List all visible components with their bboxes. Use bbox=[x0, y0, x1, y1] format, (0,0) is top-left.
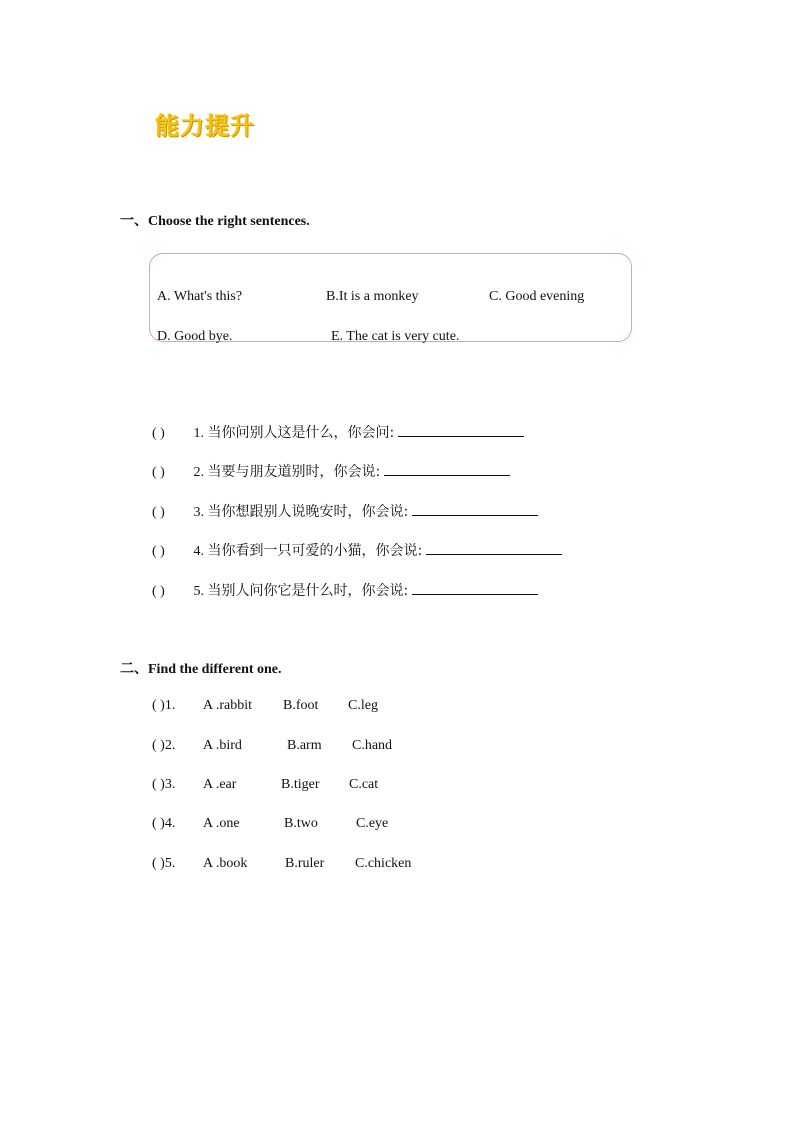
answer-blank[interactable] bbox=[426, 540, 562, 555]
question-number: 1. bbox=[193, 426, 204, 441]
choice-c: C.cat bbox=[349, 777, 379, 792]
answer-paren[interactable]: ( ) bbox=[152, 584, 165, 599]
choice-a: A .book bbox=[203, 856, 248, 871]
choice-c: C.leg bbox=[348, 698, 378, 713]
choice-c: C.chicken bbox=[355, 856, 412, 871]
answer-blank[interactable] bbox=[384, 461, 510, 476]
choice-a: A .rabbit bbox=[203, 698, 252, 713]
answer-paren[interactable]: ( )3. bbox=[152, 777, 176, 792]
question-row bbox=[152, 501, 538, 521]
option-c: C. Good evening bbox=[489, 289, 585, 304]
choice-b: B.ruler bbox=[285, 856, 325, 871]
question-text: 当别人问你它是什么时，你会说: bbox=[207, 583, 409, 599]
choice-c: C.hand bbox=[352, 738, 393, 753]
answer-paren[interactable]: ( ) bbox=[152, 426, 165, 441]
answer-blank[interactable] bbox=[412, 580, 538, 595]
option-e: E. The cat is very cute. bbox=[331, 329, 460, 344]
question-number: 2. bbox=[193, 465, 204, 480]
choice-b: B.foot bbox=[283, 698, 319, 713]
choice-a: A .ear bbox=[203, 777, 237, 792]
choice-b: B.arm bbox=[287, 738, 322, 753]
section1-number: 一、 bbox=[120, 213, 148, 229]
question-text: 当你问别人这是什么，你会问: bbox=[207, 425, 395, 441]
question-text: 当你看到一只可爱的小猫，你会说: bbox=[207, 543, 423, 559]
section1-heading bbox=[120, 210, 310, 230]
question-row bbox=[152, 422, 524, 442]
section2-heading bbox=[120, 658, 282, 678]
option-b: B.It is a monkey bbox=[326, 289, 419, 304]
question-row bbox=[152, 540, 562, 560]
section1-heading-text: Choose the right sentences. bbox=[148, 214, 310, 229]
answer-paren[interactable]: ( ) bbox=[152, 505, 165, 520]
answer-blank[interactable] bbox=[398, 422, 524, 437]
section2-heading-text: Find the different one. bbox=[148, 662, 282, 677]
answer-paren[interactable]: ( )5. bbox=[152, 856, 176, 871]
page-title: 能力提升 bbox=[155, 112, 255, 140]
choice-a: A .bird bbox=[203, 738, 242, 753]
section2-number: 二、 bbox=[120, 661, 148, 677]
choice-b: B.tiger bbox=[281, 777, 320, 792]
question-row bbox=[152, 580, 538, 600]
choice-b: B.two bbox=[284, 816, 318, 831]
answer-paren[interactable]: ( ) bbox=[152, 544, 165, 559]
choice-a: A .one bbox=[203, 816, 240, 831]
answer-paren[interactable]: ( )4. bbox=[152, 816, 176, 831]
question-text: 当你想跟别人说晚安时，你会说: bbox=[207, 504, 409, 520]
question-number: 3. bbox=[193, 505, 204, 520]
option-d: D. Good bye. bbox=[157, 329, 233, 344]
answer-blank[interactable] bbox=[412, 501, 538, 516]
option-a: A. What's this? bbox=[157, 289, 243, 304]
answer-paren[interactable]: ( ) bbox=[152, 465, 165, 480]
answer-paren[interactable]: ( )2. bbox=[152, 738, 176, 753]
answer-paren[interactable]: ( )1. bbox=[152, 698, 176, 713]
question-row bbox=[152, 461, 510, 481]
question-number: 4. bbox=[193, 544, 204, 559]
question-number: 5. bbox=[193, 584, 204, 599]
question-text: 当要与朋友道别时，你会说: bbox=[207, 464, 381, 480]
choice-c: C.eye bbox=[356, 816, 389, 831]
